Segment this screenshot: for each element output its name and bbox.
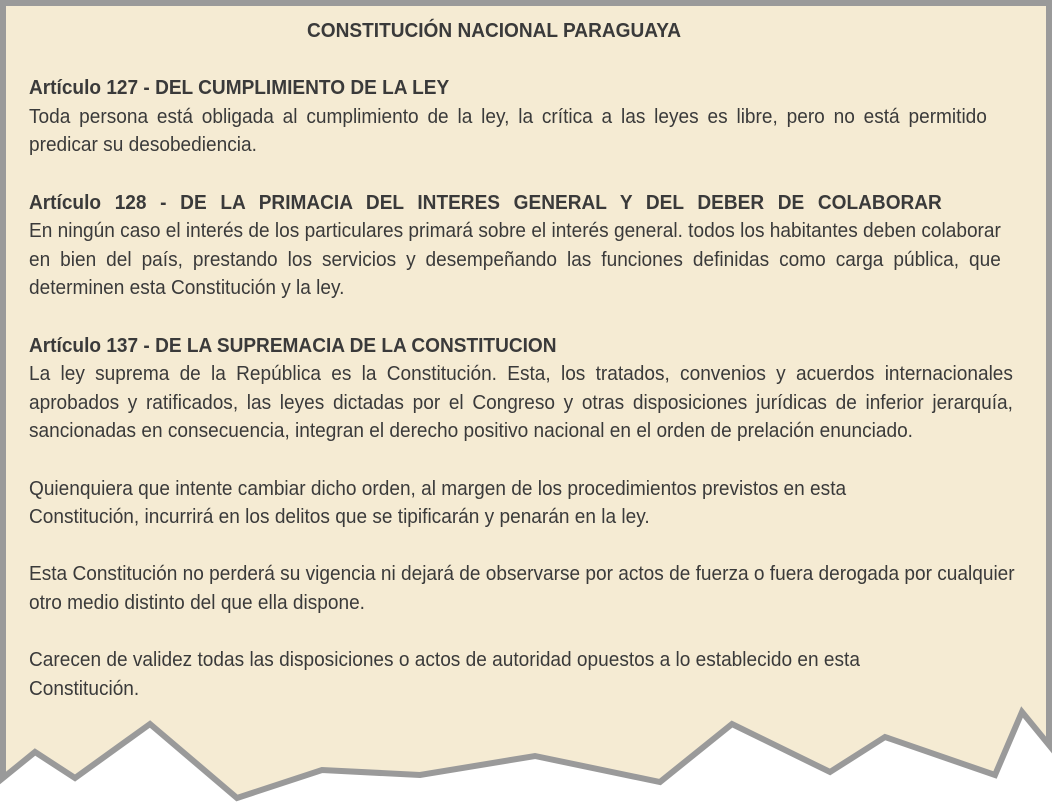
article-137 [29, 332, 1015, 704]
article-heading: Artículo 128 - DE LA PRIMACIA DEL INTERES GENERAL Y DEL DEBER DE COLABORAR [29, 190, 942, 214]
spacer [29, 617, 1007, 646]
spacer [29, 532, 1007, 561]
article-paragraph: Carecen de validez todas las disposiciones o actos de autoridad opuestos a lo establecido en esta Constitución. [29, 648, 860, 700]
article-paragraph: Quienquiera que intente cambiar dicho orden, al margen de los procedimientos previstos en esta Constitución, incurrirá en los delitos que se tipificarán y penarán en la ley. [29, 476, 847, 529]
spacer [29, 160, 1007, 189]
article-heading: Artículo 137 - DE LA SUPREMACIA DE LA CONSTITUCION [29, 333, 557, 357]
article-paragraph: Esta Constitución no perderá su vigencia ni dejará de observarse por actos de fuerza o fuera derogada por cualquier otro medio distinto del que ella dispone. [29, 562, 1015, 614]
article-paragraph: En ningún caso el interés de los particulares primará sobre el interés general. todos los habitantes deben colaborar en bien del país, prestando los servicios y desempeñando las funciones definidas como carga pública, que determinen esta Constitución y la ley. [29, 219, 1001, 300]
spacer [29, 46, 1007, 75]
document-body [29, 17, 1015, 703]
article-paragraph: La ley suprema de la República es la Constitución. Esta, los tratados, convenios y acuerdos internacionales aprobados y ratificados, las leyes dictadas por el Congreso y otras disposiciones jurídicas de inferior jerarquía, sancionadas en consecuencia, integran el derecho positivo nacional en el orden de prelación enunciado. [29, 362, 1013, 443]
spacer [29, 446, 1007, 475]
article-paragraph: Toda persona está obligada al cumplimiento de la ley, la crítica a las leyes es libre, pero no está permitido predicar su desobediencia. [29, 104, 987, 157]
article-128 [29, 189, 1007, 303]
article-heading: Artículo 127 - DEL CUMPLIMIENTO DE LA LEY [29, 76, 450, 100]
article-127 [29, 74, 1007, 160]
document-title: CONSTITUCIÓN NACIONAL PARAGUAYA [307, 19, 681, 42]
spacer [29, 303, 1007, 332]
